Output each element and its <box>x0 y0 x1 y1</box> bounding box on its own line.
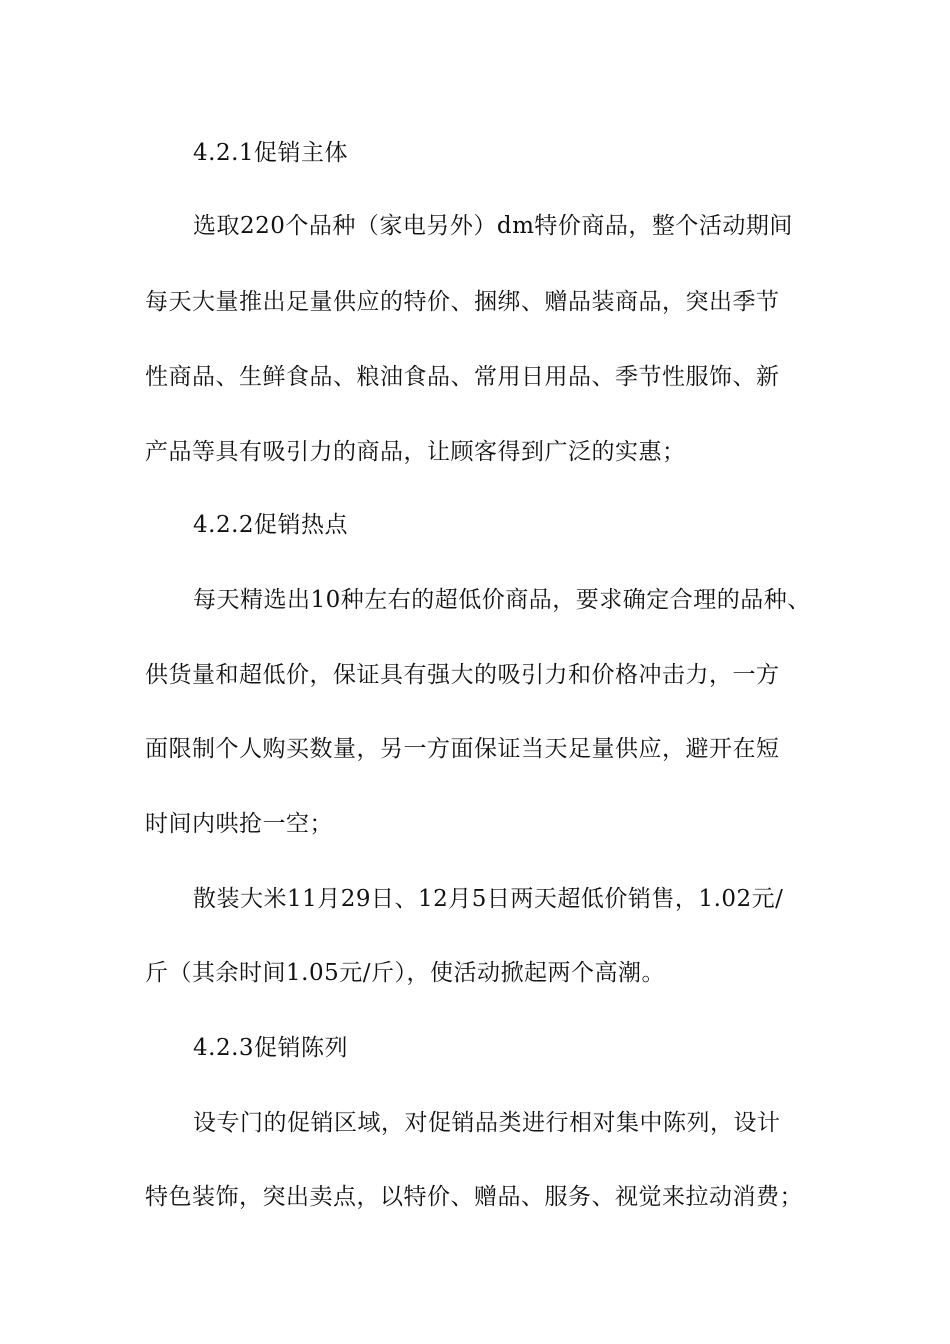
paragraph-line: 每天精选出10种左右的超低价商品，要求确定合理的品种、 <box>193 587 811 613</box>
paragraph-line: 性商品、生鲜食品、粮油食品、常用日用品、季节性服饰、新 <box>145 364 780 390</box>
paragraph-line: 时间内哄抢一空； <box>145 811 333 837</box>
paragraph-line: 选取220个品种（家电另外）dm特价商品，整个活动期间 <box>193 213 793 239</box>
section-heading-4-2-1: 4.2.1促销主体 <box>193 140 349 166</box>
paragraph-line: 散装大米11月29日、12月5日两天超低价销售，1.02元/ <box>193 886 784 912</box>
paragraph-line: 供货量和超低价，保证具有强大的吸引力和价格冲击力，一方 <box>145 662 780 688</box>
paragraph-line: 斤（其余时间1.05元/斤），使活动掀起两个高潮。 <box>145 960 665 986</box>
paragraph-line: 设专门的促销区域，对促销品类进行相对集中陈列，设计 <box>193 1110 781 1136</box>
paragraph-line: 特色装饰，突出卖点，以特价、赠品、服务、视觉来拉动消费； <box>145 1184 803 1210</box>
paragraph-line: 面限制个人购买数量，另一方面保证当天足量供应，避开在短 <box>145 736 780 762</box>
section-heading-4-2-3: 4.2.3促销陈列 <box>193 1035 349 1061</box>
paragraph-line: 每天大量推出足量供应的特价、捆绑、赠品装商品，突出季节 <box>145 289 780 315</box>
paragraph-line: 产品等具有吸引力的商品，让顾客得到广泛的实惠； <box>145 439 686 465</box>
section-heading-4-2-2: 4.2.2促销热点 <box>193 512 349 538</box>
